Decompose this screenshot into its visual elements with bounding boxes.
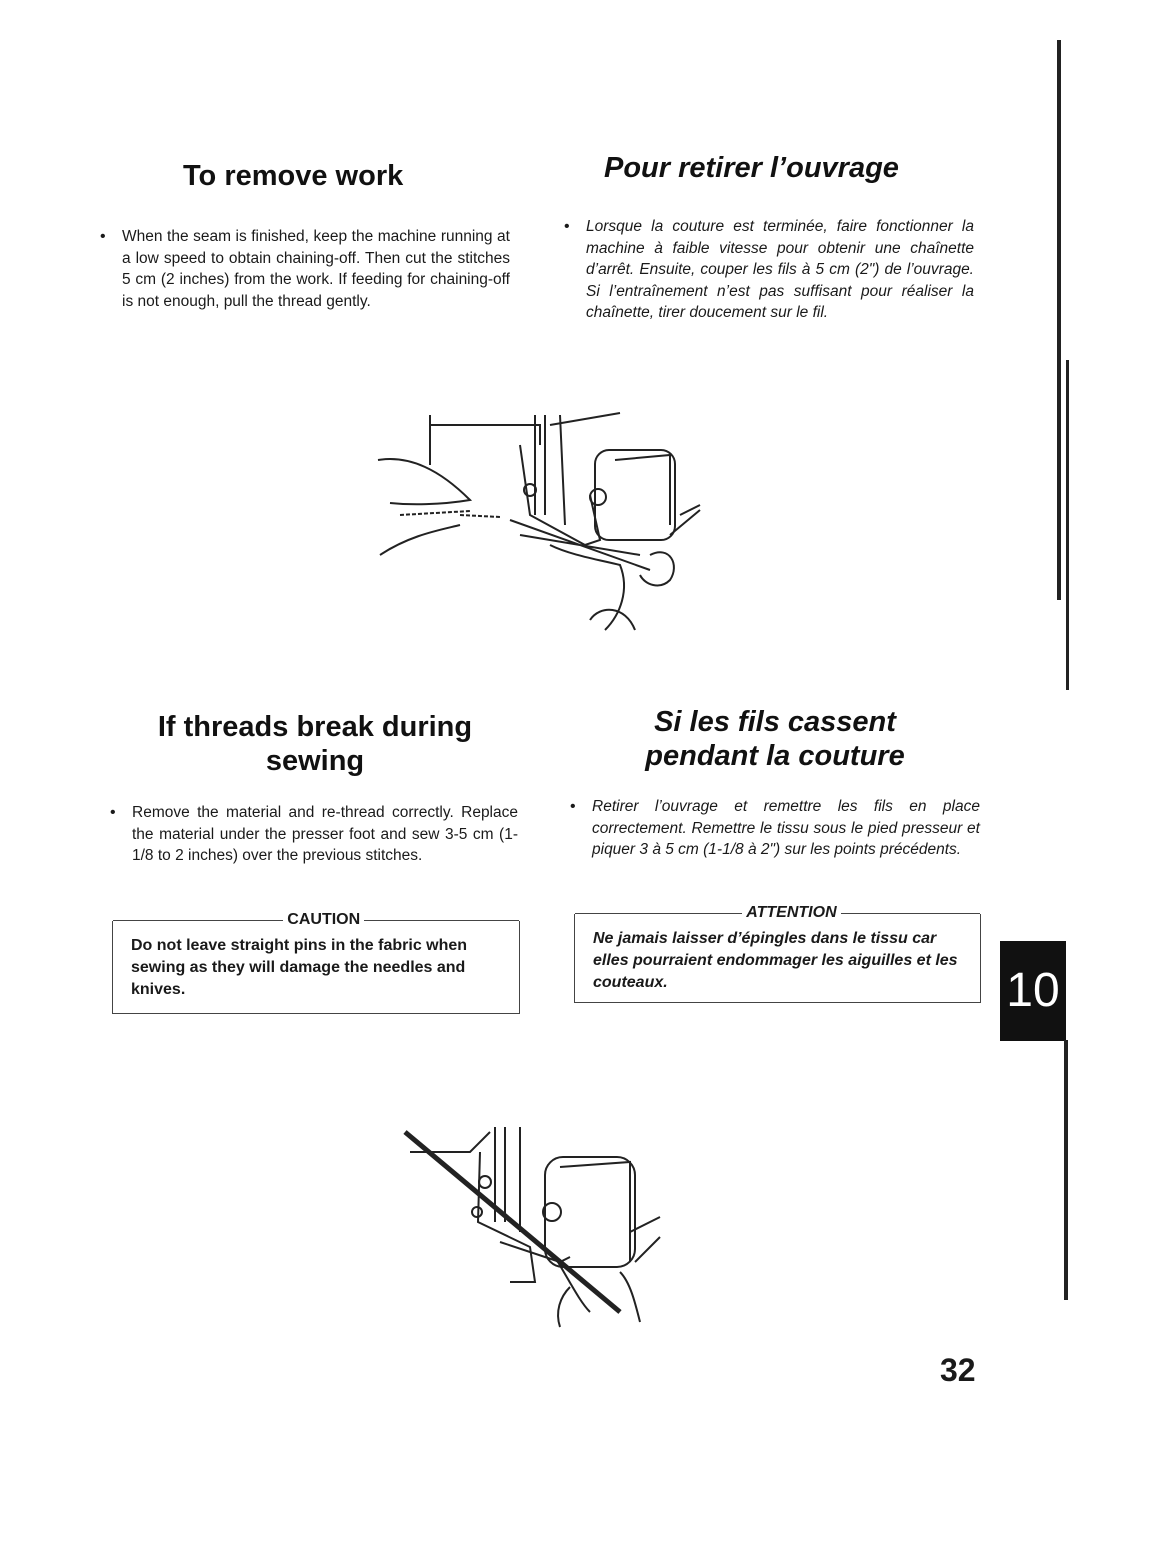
heading-fils-cassent-line2: pendant la couture [645, 740, 905, 772]
threads-break-en-paragraph [110, 802, 518, 867]
caution-box [112, 911, 520, 1014]
cut-chain-illustration [370, 405, 720, 640]
heading-threads-break-line1: If threads break during [157, 711, 473, 743]
heading-fils-cassent [600, 705, 950, 773]
heading-pour-retirer: Pour retirer l’ouvrage [604, 152, 899, 184]
bullet: • [570, 798, 576, 815]
caution-text: Do not leave straight pins in the fabric when sewing as they will damage the needles and knives. [131, 937, 468, 998]
threads-break-fr-paragraph [570, 796, 980, 861]
bullet: • [110, 804, 116, 821]
threads-break-en-text: Remove the material and re-thread correctly. Replace the material under the presser foot and sew 3-5 cm (1-1/8 to 2 inches) over the previous stitches. [132, 804, 518, 864]
bullet: • [564, 218, 570, 235]
chapter-tab: 10 [1000, 941, 1066, 1041]
attention-label: ATTENTION [746, 904, 837, 921]
remove-work-en-paragraph [100, 226, 510, 312]
heading-to-remove-work: To remove work [183, 160, 404, 192]
edge-mark [1064, 1040, 1068, 1300]
presser-foot-illustration [330, 1122, 750, 1352]
page-number: 32 [940, 1352, 976, 1388]
heading-threads-break [135, 710, 495, 778]
edge-mark [1057, 40, 1061, 600]
remove-work-fr-paragraph [564, 216, 974, 324]
heading-threads-break-line2: sewing [265, 745, 365, 777]
attention-text: Ne jamais laisser d’épingles dans le tissu car elles pourraient endommager les aiguilles et les couteaux. [593, 930, 958, 991]
edge-mark [1066, 360, 1069, 690]
attention-box [574, 904, 981, 1003]
remove-work-fr-text: Lorsque la couture est terminée, faire fonctionner la machine à faible vitesse pour obtenir une chaînette d’arrêt. Ensuite, couper les fils à 5 cm (2") de l’ouvrage. Si l’entraînement n’est pas suffisant pour réaliser la chaînette, tirer doucement sur le fil. [586, 218, 974, 321]
heading-fils-cassent-line1: Si les fils cassent [654, 706, 896, 738]
caution-label: CAUTION [287, 911, 361, 928]
threads-break-fr-text: Retirer l’ouvrage et remettre les fils en place correctement. Remettre le tissu sous le pied presseur et piquer 3 à 5 cm (1-1/8 à 2") sur les points précédents. [592, 798, 980, 858]
bullet: • [100, 228, 106, 245]
remove-work-en-text: When the seam is finished, keep the machine running at a low speed to obtain chaining-off. Then cut the stitches 5 cm (2 inches) from the work. If feeding for chaining-off is not enough, pull the thread gently. [122, 228, 510, 310]
